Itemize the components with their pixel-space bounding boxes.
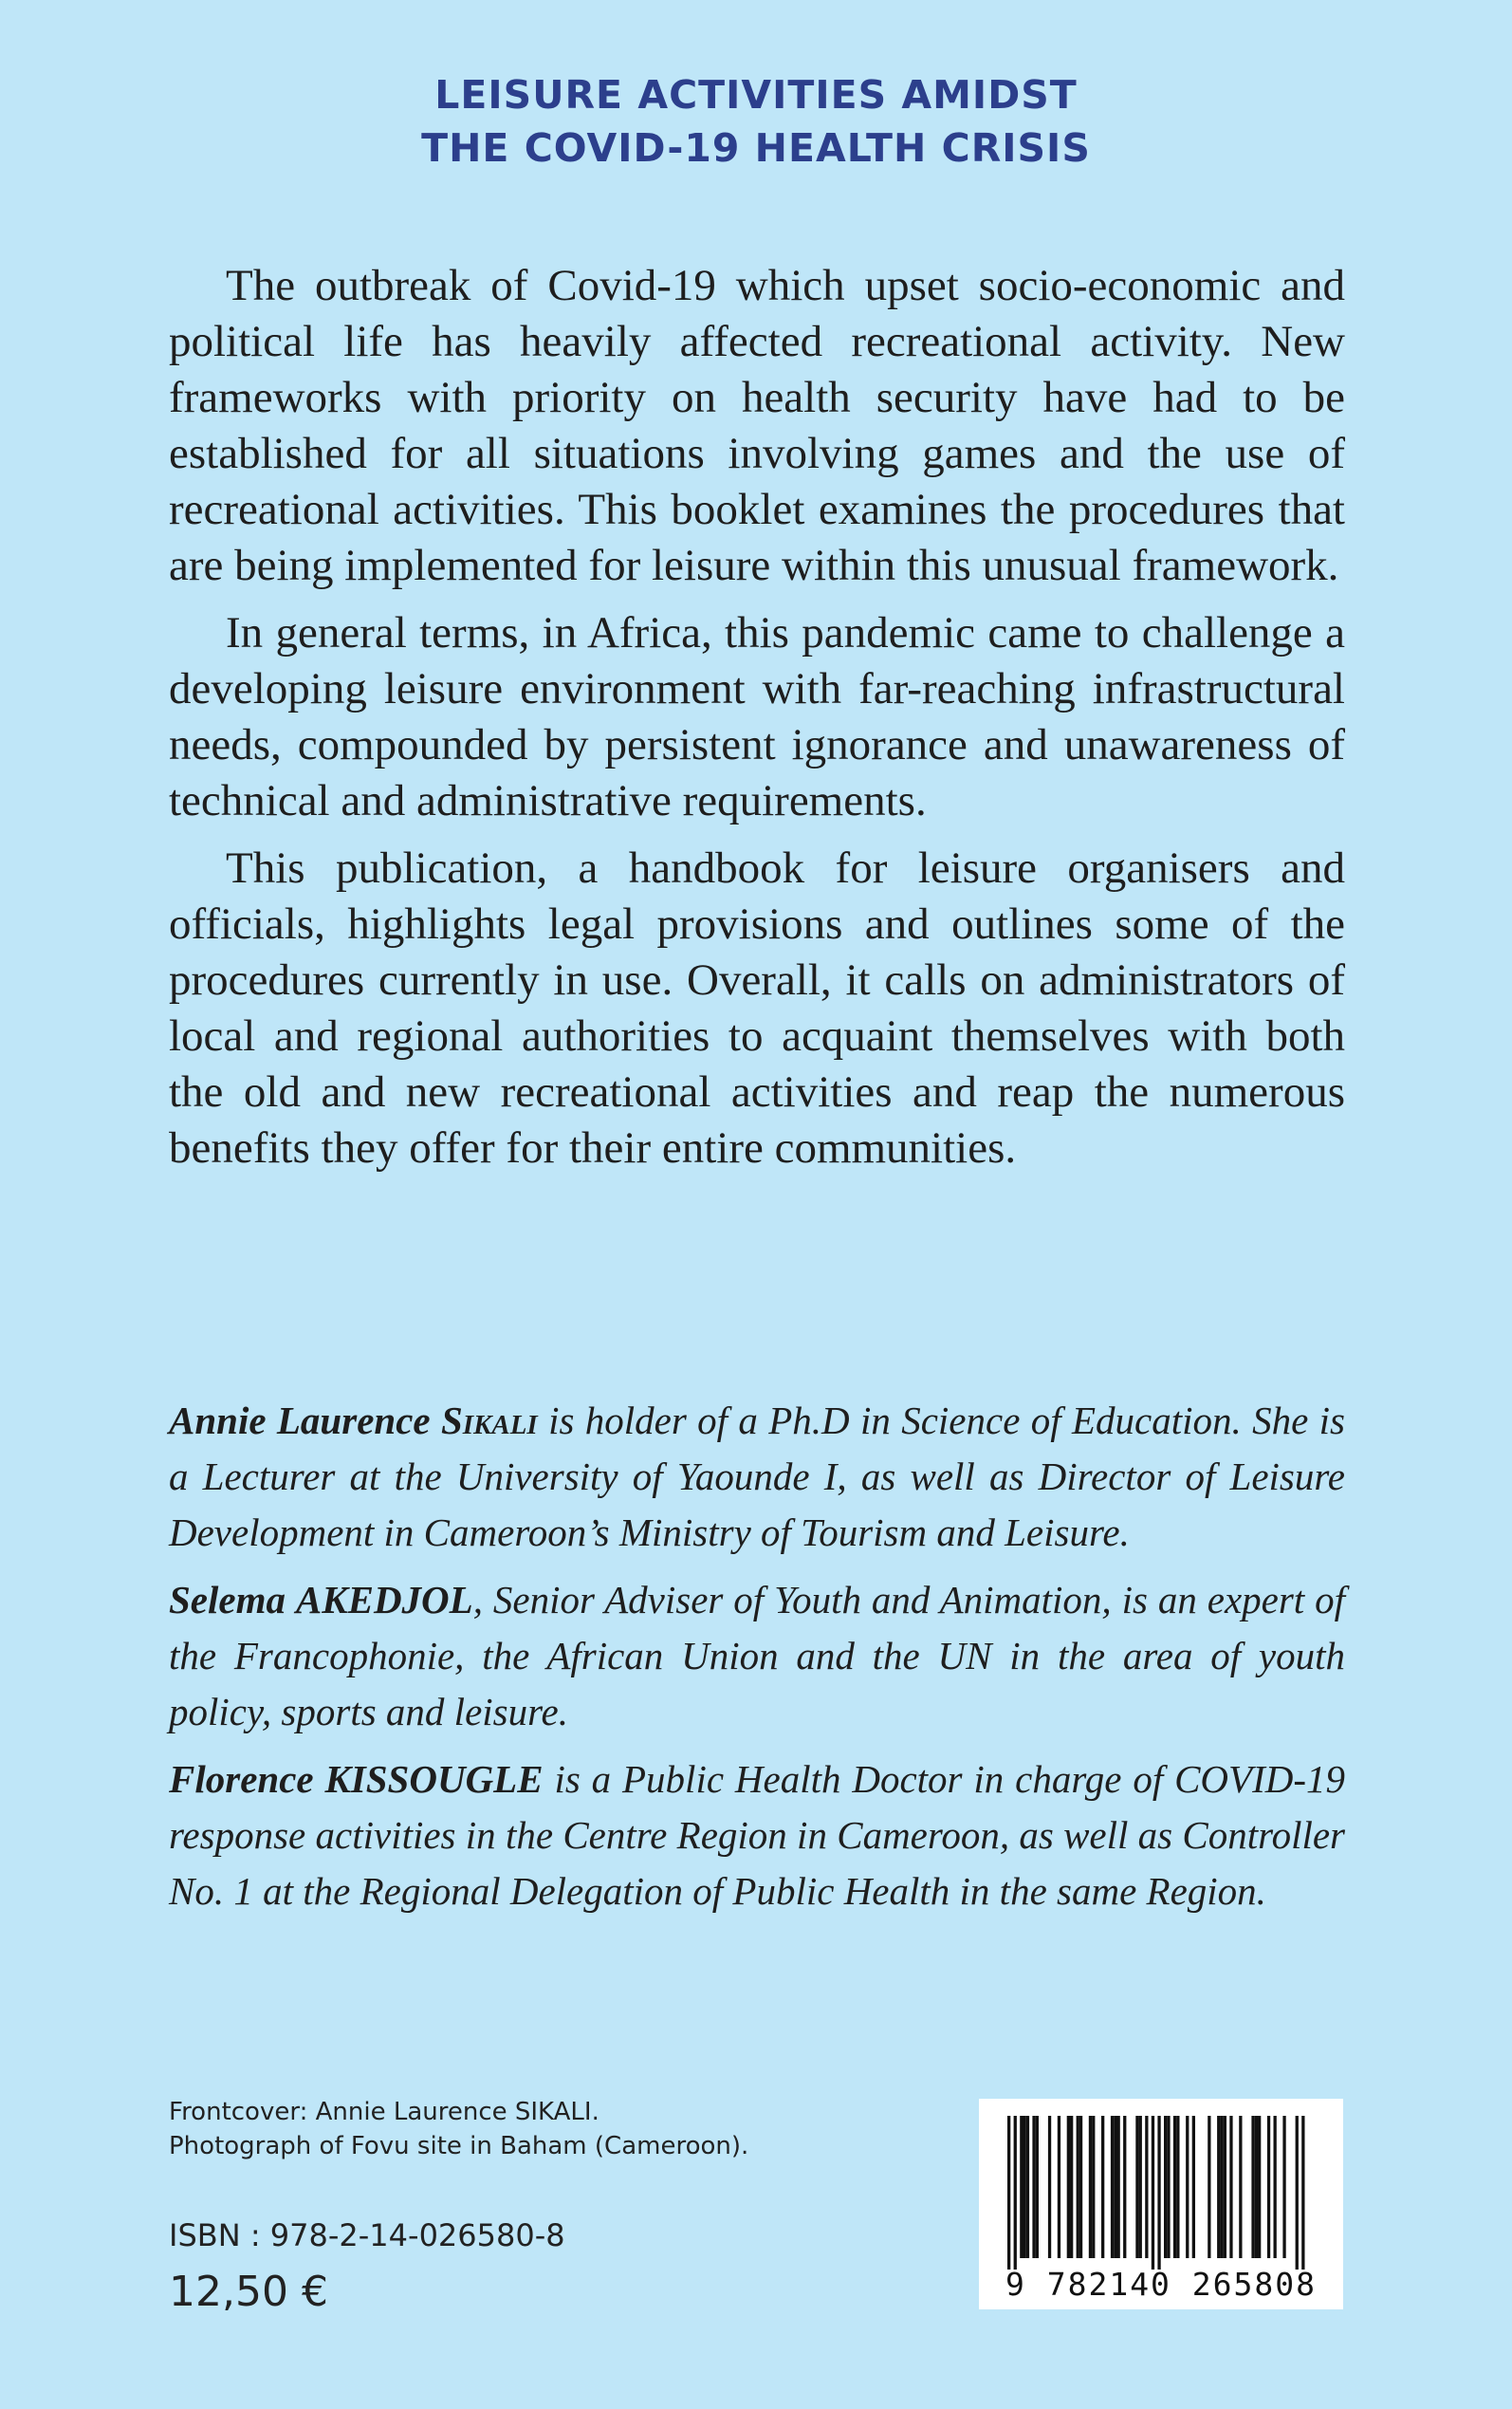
barcode-bar (1020, 2116, 1023, 2258)
barcode-bar (1258, 2116, 1261, 2258)
author-surname: Sikali (440, 1399, 538, 1442)
barcode-bar (1267, 2116, 1270, 2258)
barcode-bar (1164, 2116, 1167, 2258)
barcode-bar (1070, 2116, 1073, 2258)
author-surname: AKEDJOL (295, 1578, 473, 1621)
book-title-line-2: THE COVID-19 HEALTH CRISIS (421, 125, 1091, 171)
barcode-bar (1092, 2116, 1095, 2258)
barcode-digits: 9 782140 265808 (1005, 2266, 1317, 2303)
barcode-bar (1101, 2116, 1104, 2258)
barcode-bar (1032, 2116, 1035, 2258)
cover-credits (169, 2095, 928, 2163)
barcode-bar (1067, 2116, 1070, 2258)
summary-paragraph-2: In general terms, in Africa, this pandemic came to challenge a developing leisure environment with far-reaching infrastructural needs, compounded by persistent ignorance and unawareness of technical and administrative requirements. (169, 608, 1345, 825)
isbn-text: ISBN : 978-2-14-026580-8 (169, 2217, 565, 2253)
barcode-guard-bar (1152, 2116, 1154, 2270)
author-bio-1 (169, 1393, 1345, 1561)
barcode-bar (1058, 2116, 1060, 2258)
author-bios (169, 1393, 1345, 1931)
book-title (0, 68, 1512, 175)
summary-section (169, 258, 1345, 1188)
barcode-bar (1123, 2116, 1126, 2258)
author-surname: KISSOUGLE (324, 1757, 544, 1801)
barcode (979, 2099, 1343, 2309)
barcode-bar (1117, 2116, 1120, 2258)
author-first-name: Florence (169, 1757, 325, 1801)
barcode-bar (1217, 2116, 1220, 2258)
barcode-bar (1176, 2116, 1179, 2258)
barcode-bar (1229, 2116, 1232, 2258)
summary-paragraph-1: The outbreak of Covid-19 which upset socio-economic and political life has heavily affected recreational activity. New frameworks with priority on health security have had to be established for all situations involving games and the use of recreational activities. This booklet examines the procedures that are being implemented for leisure within this unusual framework. (169, 261, 1345, 590)
barcode-bar (1023, 2116, 1026, 2258)
barcode-bar (1077, 2116, 1079, 2258)
cover-credit-line-1: Frontcover: Annie Laurence SIKALI. (169, 2098, 599, 2126)
barcode-bar (1145, 2116, 1148, 2258)
author-bio-text: is holder of a Ph.D in Science of Education. She is a Lecturer at the University of Yaounde I, as well as Director of Leisure Development in Cameroon’s Ministry of Tourism and Leisure. (169, 1399, 1345, 1554)
barcode-bar (1139, 2116, 1142, 2258)
barcode-bar (1239, 2116, 1242, 2258)
barcode-bar (1114, 2116, 1116, 2258)
barcode-bar (1173, 2116, 1176, 2258)
barcode-bar (1026, 2116, 1029, 2258)
author-bio-2 (169, 1572, 1345, 1740)
summary-paragraph-3: This publication, a handbook for leisure organisers and officials, highlights legal provisions and outlines some of the procedures currently in use. Overall, it calls on administrators of local and regional authorities to acquaint themselves with both the old and new recreational activities and reap the numerous benefits they offer for their entire communities. (169, 843, 1345, 1173)
author-bio-text: , Senior Adviser of Youth and Animation, is an expert of the Francophonie, the African Union and the UN in the area of youth policy, sports and leisure. (169, 1578, 1345, 1733)
barcode-bar (1186, 2116, 1189, 2258)
barcode-bar (1048, 2116, 1051, 2258)
barcode-bar (1167, 2116, 1170, 2258)
barcode-guard-bar (1301, 2116, 1304, 2270)
barcode-guard-bar (1014, 2116, 1017, 2270)
book-title-line-1: LEISURE ACTIVITIES AMIDST (434, 72, 1078, 118)
author-bio-3 (169, 1751, 1345, 1919)
barcode-bar (1224, 2116, 1226, 2258)
barcode-bar (1274, 2116, 1277, 2258)
cover-credit-line-2: Photograph of Fovu site in Baham (Cameroon). (169, 2132, 749, 2160)
barcode-guard-bar (1007, 2116, 1010, 2270)
author-first-name: Selema (169, 1578, 296, 1621)
barcode-bar (1192, 2116, 1195, 2258)
barcode-bar (1079, 2116, 1082, 2258)
price-text: 12,50 € (169, 2268, 328, 2316)
barcode-bar (1111, 2116, 1114, 2258)
barcode-bar (1255, 2116, 1258, 2258)
barcode-bar (1251, 2116, 1254, 2258)
author-first-name: Annie Laurence (169, 1399, 441, 1442)
barcode-bar (1220, 2116, 1223, 2258)
barcode-bar (1282, 2116, 1285, 2258)
barcode-bar (1208, 2116, 1210, 2258)
barcode-guard-bar (1296, 2116, 1299, 2270)
author-bio-text: is a Public Health Doctor in charge of COVID-19 response activities in the Centre Region in Cameroon, as well as Controller No. 1 at the Regional Delegation of Public Health in the same Region. (169, 1757, 1345, 1913)
barcode-guard-bar (1157, 2116, 1160, 2270)
barcode-bar (1036, 2116, 1039, 2258)
barcode-bar (1135, 2116, 1138, 2258)
barcode-bar (1089, 2116, 1092, 2258)
